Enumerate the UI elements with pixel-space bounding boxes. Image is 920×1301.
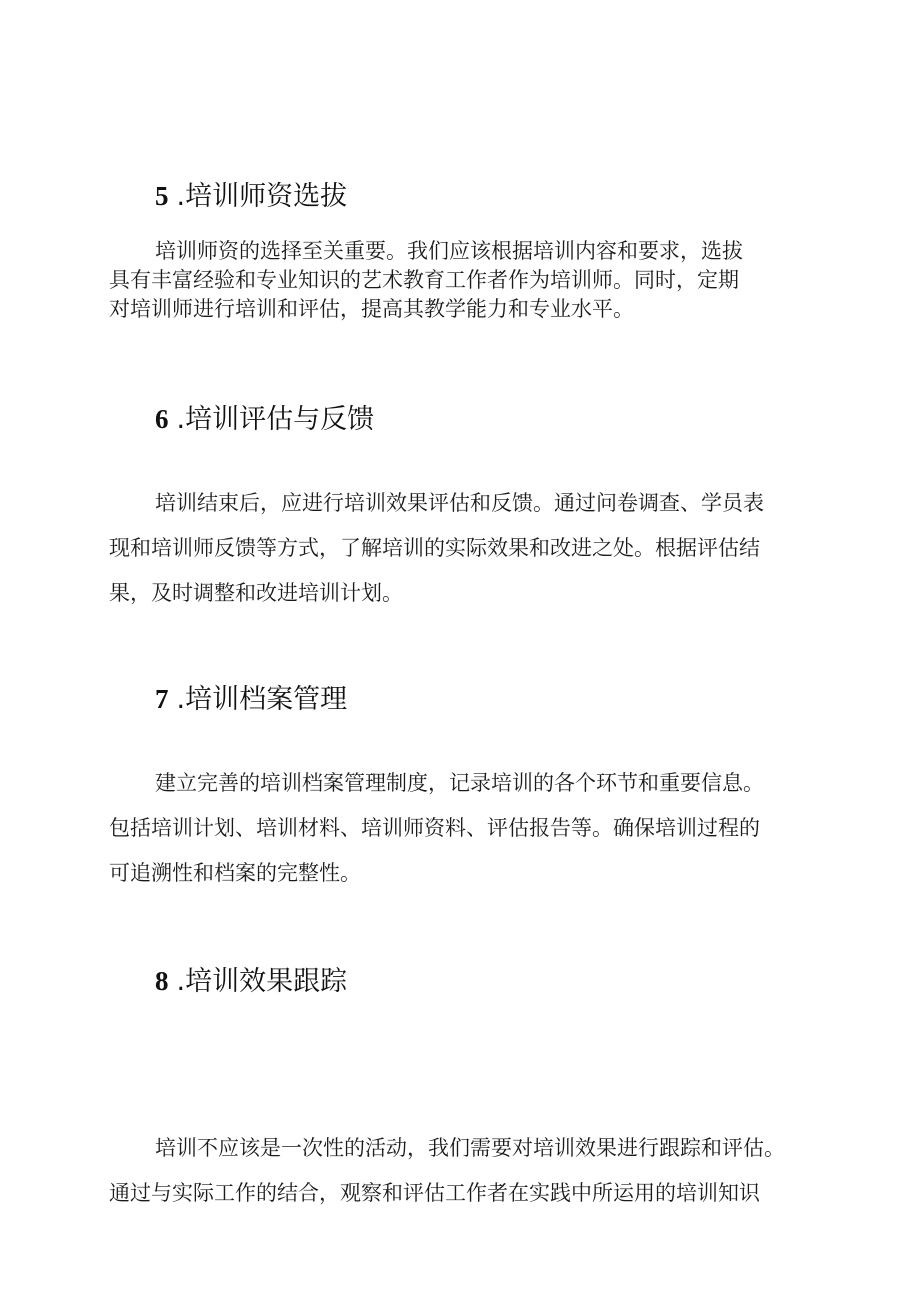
paragraph-line: 包括培训计划、培训材料、培训师资料、评估报告等。确保培训过程的 — [109, 816, 760, 840]
section-number: 5 — [155, 181, 169, 211]
section-title: .培训效果跟踪 — [176, 966, 348, 997]
section-heading-5 — [155, 179, 347, 214]
paragraph-line: 建立完善的培训档案管理制度，记录培训的各个环节和重要信息。 — [155, 771, 764, 795]
paragraph-line: 培训师资的选择至关重要。我们应该根据培训内容和要求，选拔 — [155, 239, 743, 263]
section-heading-7 — [155, 682, 347, 717]
paragraph-line: 果，及时调整和改进培训计划。 — [109, 581, 403, 605]
section-number: 7 — [155, 684, 169, 714]
paragraph-line: 可追溯性和档案的完整性。 — [109, 861, 361, 885]
paragraph-line: 培训结束后，应进行培训效果评估和反馈。通过问卷调查、学员表 — [155, 491, 764, 515]
paragraph-line: 对培训师进行培训和评估，提高其教学能力和专业水平。 — [109, 297, 634, 321]
section-number: 8 — [155, 966, 169, 996]
section-paragraph-8 — [109, 1126, 785, 1216]
section-title: .培训师资选拔 — [176, 181, 348, 212]
section-paragraph-5 — [109, 237, 743, 324]
section-paragraph-6 — [109, 481, 764, 616]
section-heading-6 — [155, 402, 374, 437]
paragraph-line: 通过与实际工作的结合，观察和评估工作者在实践中所运用的培训知识 — [109, 1181, 760, 1205]
section-number: 6 — [155, 404, 169, 434]
paragraph-line: 现和培训师反馈等方式，了解培训的实际效果和改进之处。根据评估结 — [109, 536, 760, 560]
section-paragraph-7 — [109, 761, 764, 896]
section-heading-8 — [155, 964, 347, 999]
paragraph-line: 培训不应该是一次性的活动，我们需要对培训效果进行跟踪和评估。 — [155, 1136, 785, 1160]
paragraph-line: 具有丰富经验和专业知识的艺术教育工作者作为培训师。同时，定期 — [109, 268, 739, 292]
section-title: .培训评估与反馈 — [176, 404, 375, 435]
section-title: .培训档案管理 — [176, 684, 348, 715]
